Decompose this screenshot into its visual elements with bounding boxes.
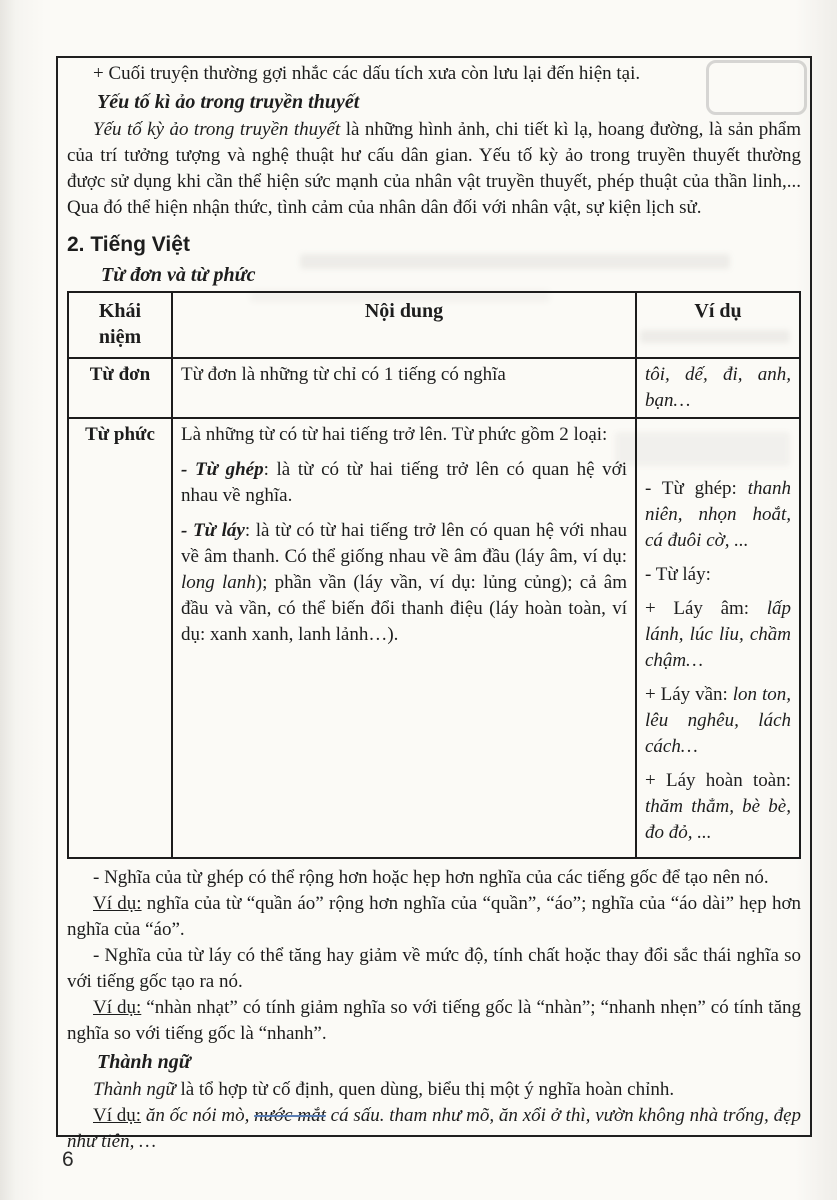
example-lay-hoan-toan-items: thăm thẳm, bè bè, đo đỏ, ... (645, 796, 791, 843)
idiom-example-text-b: cá sấu. tham như mõ, ăn xổi ở thì, vườn không nhà trống, đẹp như tiên, … (67, 1105, 802, 1152)
example-lay-am-items: lấp lánh, lúc lỉu, chầm chậm… (645, 598, 791, 671)
example-label: Ví dụ: (93, 1105, 142, 1126)
example-lay-hoan-toan-label: + Láy hoàn toàn: (645, 770, 791, 791)
intro-paragraph-lead: Yếu tố kỳ ảo trong truyền thuyết (93, 119, 341, 140)
tu-lay-definition-text-b: ); phần vần (láy vần, ví dụ: lủng củng); cả âm đầu và vần, có thể biến đổi thanh điệu (láy hoàn toàn, ví dụ: xanh xanh, lanh lảnh…). (181, 572, 627, 645)
example-tu-don-text: tôi, dế, đi, anh, bạn… (645, 364, 791, 411)
content-tu-don (172, 358, 636, 418)
tu-ghep-definition (181, 457, 627, 509)
tu-ghep-term: - Từ ghép (181, 459, 264, 480)
section-title: 2. Tiếng Việt (67, 233, 190, 256)
intro-bullet-text: + Cuối truyện thường gợi nhắc các dấu tích xưa còn lưu lại đến hiện tại. (93, 63, 641, 84)
note-tu-lay-meaning-text: - Nghĩa của từ láy có thể tăng hay giảm về mức độ, tính chất hoặc thay đổi sắc thái nghĩa so với tiếng gốc tạo ra nó. (67, 945, 801, 992)
tu-lay-term: - Từ láy (181, 520, 245, 541)
note-tu-ghep-example (67, 891, 801, 943)
idiom-term: Thành ngữ (93, 1079, 176, 1100)
idiom-example-struck-words: nước mắt (254, 1105, 326, 1126)
example-lay-am (645, 596, 791, 674)
example-lay-van (645, 682, 791, 760)
idiom-heading: Thành ngữ (97, 1051, 191, 1073)
tu-lay-definition-text-a: : là từ có từ hai tiếng trở lên có quan hệ với nhau về âm thanh. Có thể giống nhau về âm đầu (láy âm, ví dụ: (181, 520, 627, 567)
note-tu-lay-example (67, 995, 801, 1047)
example-tu-phuc (636, 418, 800, 858)
intro-paragraph-rest: là những hình ảnh, chi tiết kì lạ, hoang đường, là sản phẩm của trí tưởng tượng và nghệ thuật hư cấu dân gian. Yếu tố kỳ ảo trong truyền thuyết thường được sử dụng khi cần thể hiện sức mạnh của nhân vật truyền thuyết, phép thuật của thần linh,... Qua đó thể hiện nhận thức, tình cảm của nhân dân đối với nhân vật, sự kiện lịch sử. (67, 119, 801, 218)
example-lay-van-label: + Láy vần: (645, 684, 728, 705)
intro-paragraph (67, 117, 801, 221)
tu-phuc-definition-text: Là những từ có từ hai tiếng trở lên. Từ phức gồm 2 loại: (181, 424, 608, 445)
page-number: 6 (62, 1148, 74, 1171)
example-tu-ghep-items: thanh niên, nhọn hoắt, cá đuôi cờ, ... (645, 478, 791, 551)
table-row-tu-phuc (68, 418, 800, 858)
intro-heading: Yếu tố kì ảo trong truyền thuyết (97, 91, 360, 113)
table-header-noi-dung: Nội dung (172, 292, 636, 358)
table-header-row (68, 292, 800, 358)
idiom-example-text-a: ăn ốc nói mò, (141, 1105, 255, 1126)
table-header-khai-niem: Khái niệm (68, 292, 172, 358)
content-tu-don-text: Từ đơn là những từ chỉ có 1 tiếng có nghĩa (181, 364, 506, 385)
note-tu-ghep-meaning (67, 865, 801, 891)
note-tu-lay-meaning (67, 943, 801, 995)
example-tu-phuc-list (645, 422, 791, 846)
tu-phuc-definition (181, 422, 627, 448)
example-lay-van-items: lon ton, lêu nghêu, lách cách… (645, 684, 791, 757)
idiom-example (67, 1103, 801, 1155)
concept-tu-phuc: Từ phức (68, 418, 172, 858)
idiom-definition-text: là tổ hợp từ cố định, quen dùng, biểu thị một ý nghĩa hoàn chỉnh. (175, 1079, 675, 1100)
idiom-definition (67, 1077, 801, 1103)
tu-ghep-definition-text: : là từ có từ hai tiếng trở lên có quan hệ với nhau về nghĩa. (181, 459, 627, 506)
example-lay-hoan-toan (645, 768, 791, 846)
notes-block (67, 865, 801, 1155)
note-tu-ghep-example-text: nghĩa của từ “quần áo” rộng hơn nghĩa của “quần”, “áo”; nghĩa của “áo dài” hẹp hơn nghĩa của “áo”. (67, 893, 801, 940)
example-label: Ví dụ: (93, 997, 142, 1018)
note-tu-ghep-meaning-text: - Nghĩa của từ ghép có thể rộng hơn hoặc hẹp hơn nghĩa của các tiếng gốc để tạo nên nó. (93, 867, 769, 888)
content-frame (56, 56, 812, 1152)
concept-tu-don: Từ đơn (68, 358, 172, 418)
tu-lay-example-inline: long lanh (181, 572, 256, 593)
example-tu-don (636, 358, 800, 418)
section-subtitle: Từ đơn và từ phức (101, 264, 256, 286)
tu-lay-definition (181, 518, 627, 648)
word-types-table (67, 291, 801, 859)
intro-bullet (67, 61, 801, 87)
example-tu-lay (645, 562, 791, 588)
note-tu-lay-example-text: “nhàn nhạt” có tính giảm nghĩa so với tiếng gốc là “nhàn”; “nhanh nhẹn” có tính tăng nghĩa so với tiếng gốc là “nhanh”. (67, 997, 802, 1044)
example-label: Ví dụ: (93, 893, 142, 914)
example-lay-am-label: + Láy âm: (645, 598, 750, 619)
content-tu-phuc (172, 418, 636, 858)
example-tu-ghep-label: - Từ ghép: (645, 478, 737, 499)
example-tu-ghep (645, 476, 791, 554)
table-row-tu-don (68, 358, 800, 418)
example-tu-lay-label: - Từ láy: (645, 564, 711, 585)
table-header-vi-du: Ví dụ (636, 292, 800, 358)
